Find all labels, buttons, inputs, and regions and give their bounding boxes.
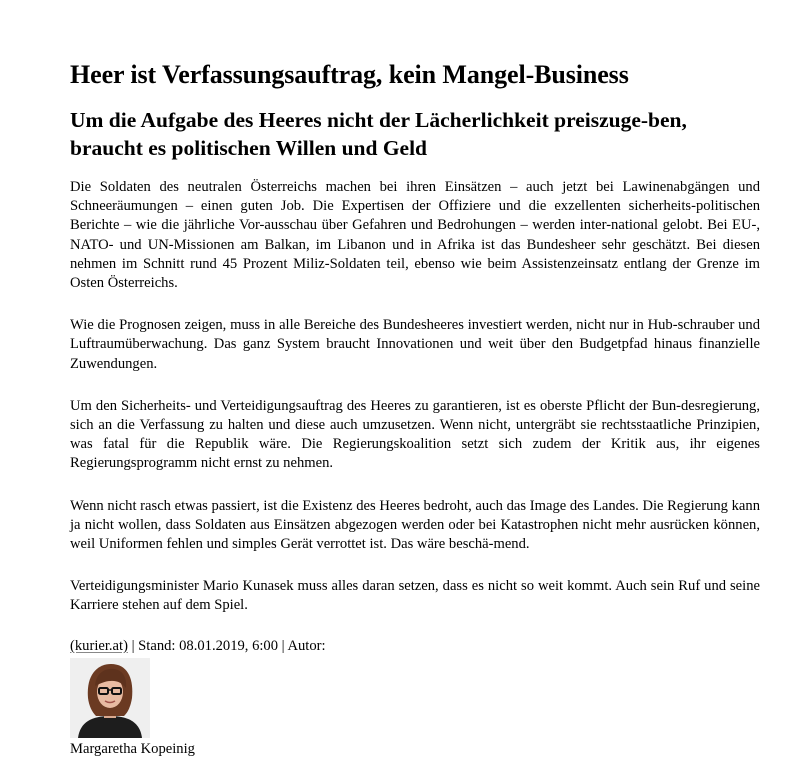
- article-meta: [70, 637, 760, 656]
- author-name: Margaretha Kopeinig: [70, 740, 195, 757]
- paragraph-1: Die Soldaten des neutralen Österreichs machen bei ihren Einsätzen – auch jetzt bei Lawinenabgängen und Schneeräumungen – einen guten Job. Die Expertisen der Offiziere und die exzellenten sicherheits-politischen Berichte – wie die jährliche Vor-ausschau über Gefahren und Bedrohungen – werden inter-national gelobt. Bei EU-, NATO- und UN-Missionen am Balkan, im Libanon und in Afrika ist das Bundesheer sehr geschätzt. Bei diesen nehmen im Schnitt rund 45 Prozent Miliz-Soldaten teil, ebenso wie beim Assistenzeinsatz entlang der Grenze im Osten Österreichs.: [70, 179, 760, 292]
- paragraph-5: Verteidigungsminister Mario Kunasek muss alles daran setzen, dass es nicht so weit kommt. Auch sein Ruf und seine Karriere stehen auf dem Spiel.: [70, 578, 760, 614]
- article: [70, 58, 760, 759]
- article-title: Heer ist Verfassungsauftrag, kein Mangel-Business: [70, 60, 629, 89]
- paragraph-4: Wenn nicht rasch etwas passiert, ist die Existenz des Heeres bedroht, auch das Image des Landes. Die Regierung kann ja nicht wollen, dass Soldaten aus Einsätzen abgezogen werden oder bei Katastrophen nicht mehr ausrücken können, weil Uniformen fehlen und simples Gerät verrottet ist. Das wäre beschä-mend.: [70, 497, 760, 553]
- paragraph-3: Um den Sicherheits- und Verteidigungsauftrag des Heeres zu garantieren, ist es oberste Pflicht der Bun-desregierung, sich an die Verfassung zu halten und diese auch umzusetzen. Wenn nicht, untergräbt sie rechtsstaatliche Prinzipien, was fatal für die Republik wäre. Die Regierungskoalition setzt sich zudem der Kritik aus, ihr eigenes Regierungsprogramm nicht ernst zu nehmen.: [70, 397, 760, 472]
- author-photo: [70, 658, 150, 738]
- author-portrait-icon: [70, 658, 150, 738]
- paragraph-2: Wie die Prognosen zeigen, muss in alle Bereiche des Bundesheeres investiert werden, nicht nur in Hub-schrauber und Luftraumüberwachung. Das ganz System braucht Innovationen und weit über den Budgetpfad hinaus finanzielle Zuwendungen.: [70, 317, 760, 372]
- article-subtitle: Um die Aufgabe des Heeres nicht der Lächerlichkeit preiszuge-ben, braucht es politischen Willen und Geld: [70, 108, 687, 160]
- stand-info: | Stand: 08.01.2019, 6:00 | Autor:: [127, 637, 326, 654]
- article-body: [70, 178, 760, 616]
- source-link[interactable]: (kurier.at): [70, 637, 128, 654]
